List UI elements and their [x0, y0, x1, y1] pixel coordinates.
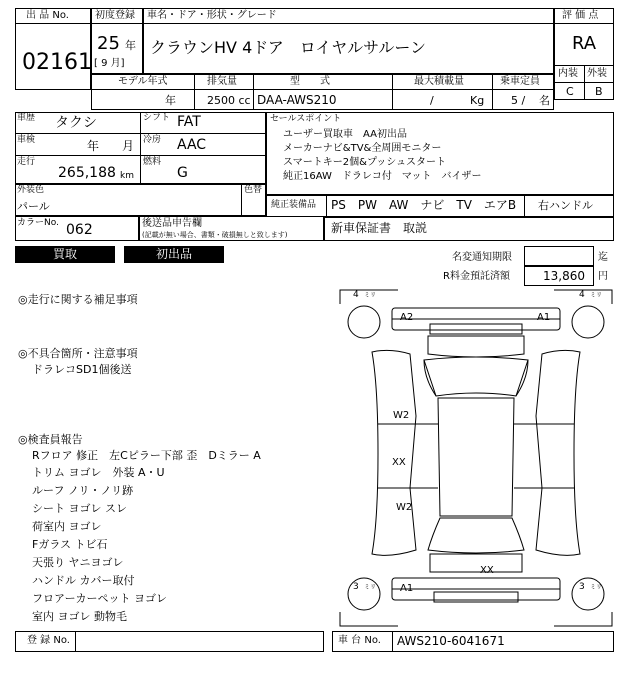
tire-rear-right-unit: ミリ	[590, 584, 603, 591]
recycle-unit: 円	[598, 271, 608, 282]
capacity-label: 乗車定員	[500, 76, 540, 87]
reg-no-label: 登 録 No.	[27, 635, 70, 646]
interior-grade: C	[566, 85, 574, 98]
inspection-year: 年	[87, 139, 100, 153]
displacement-label: 排気量	[207, 76, 237, 87]
car-damage-diagram	[338, 288, 614, 628]
model-label: 車名・ドア・形状・グレード	[147, 10, 277, 21]
mark-a1-rear-bumper: A1	[400, 583, 414, 594]
max-load-label: 最大積載量	[414, 76, 464, 87]
warranty-value: 新車保証書 取説	[331, 221, 428, 235]
model-year-label: モデル年式	[118, 76, 168, 87]
capacity-unit: 名	[539, 94, 550, 107]
steering-value: 右ハンドル	[538, 199, 593, 212]
year-unit: 年	[125, 39, 136, 52]
mileage-label: 走行	[17, 157, 36, 167]
shift-label: シフト	[143, 113, 171, 123]
name-change-box	[524, 246, 594, 266]
inspector-line-3: ルーフ ノリ・ノリ跡	[32, 484, 134, 497]
type-label: 型 式	[290, 76, 330, 87]
buy-badge: 買取	[15, 246, 115, 263]
inspection-label: 車検	[17, 135, 36, 145]
inspector-line-6: Fガラス トビ石	[32, 538, 108, 551]
equipment-label: 純正装備品	[271, 200, 317, 210]
equipment-value: PS PW AW ナビ TV エアB	[331, 198, 517, 212]
tire-front-left: 4	[353, 290, 359, 300]
defect-line-1: ドラレコSD1個後送	[32, 363, 132, 376]
lot-number: 02161	[22, 50, 92, 75]
chassis-label: 車 台 No.	[338, 635, 381, 646]
tire-rear-left: 3	[353, 582, 359, 592]
first-reg-label: 初度登録	[95, 10, 135, 21]
tire-front-right-unit: ミリ	[590, 292, 603, 299]
name-change-unit: 迄	[598, 252, 608, 263]
inspector-line-2: トリム ヨゴレ 外装 A・U	[32, 466, 165, 479]
shift-value: FAT	[177, 114, 201, 130]
tire-front-right: 4	[579, 290, 585, 300]
mark-xx-rear-bumper: XX	[480, 565, 494, 576]
mark-xx-side: XX	[392, 457, 406, 468]
exterior-grade: B	[595, 85, 603, 98]
aircon-value: AAC	[177, 137, 207, 153]
score-value: RA	[572, 33, 597, 54]
inspector-line-4: シート ヨゴレ スレ	[32, 502, 127, 515]
mark-w2-rear-door: W2	[396, 502, 413, 513]
inspector-line-5: 荷室内 ヨゴレ	[32, 520, 102, 533]
color-no-label: カラーNo.	[17, 218, 59, 228]
reg-month: [ 9 月]	[94, 58, 125, 69]
inspector-line-10: 室内 ヨゴレ 動物毛	[32, 610, 127, 623]
reg-year: 25	[97, 33, 120, 54]
fuel-label: 燃料	[143, 157, 162, 167]
mark-w2-front-door: W2	[393, 410, 410, 421]
inspector-line-9: フロアーカーペット ヨゴレ	[32, 592, 167, 605]
post-doc-label: 後送品申告欄	[142, 218, 202, 229]
car-name: クラウンHV 4ドア ロイヤルサルーン	[150, 38, 427, 57]
inspector-line-7: 天張り ヤニヨゴレ	[32, 556, 124, 569]
score-label: 評 価 点	[562, 10, 599, 21]
history-label: 車歴	[17, 113, 36, 123]
displacement-value: 2500 cc	[207, 94, 251, 107]
mark-a1-front-bumper: A1	[537, 312, 551, 323]
first-listing-badge: 初出品	[124, 246, 224, 263]
color-no-value: 062	[66, 222, 93, 238]
driving-remarks-header: ◎走行に関する補足事項	[18, 293, 138, 306]
color-change-label: 色替	[244, 185, 263, 195]
recycle-value: 13,860	[543, 269, 585, 283]
post-doc-note: (記載が無い場合、書類・破損無しと致します)	[142, 231, 288, 239]
model-year-value: 年	[165, 94, 176, 107]
type-value: DAA-AWS210	[257, 93, 337, 107]
sales-point-1: ユーザー買取車 AA初出品	[283, 129, 407, 140]
max-load-value: /	[430, 94, 434, 107]
recycle-label: R料金預託済額	[443, 271, 510, 282]
fuel-value: G	[177, 165, 188, 181]
sales-point-2: メーカーナビ&TV&全周囲モニター	[283, 143, 442, 154]
max-load-unit: Kg	[470, 94, 485, 107]
inspection-month: 月	[122, 139, 135, 153]
aircon-label: 冷房	[143, 135, 162, 145]
sales-point-4: 純正16AW ドラレコ付 マット バイザー	[283, 171, 482, 182]
inspector-line-1: Rフロア 修正 左Cピラー下部 歪 Dミラー A	[32, 449, 261, 462]
exterior-label: 外装	[587, 68, 607, 79]
tire-rear-left-unit: ミリ	[364, 584, 377, 591]
mark-a2-front-bumper: A2	[400, 312, 414, 323]
exterior-color-value: パール	[17, 200, 50, 213]
sales-points-label: セールスポイント	[270, 114, 342, 124]
mileage-value: 265,188	[58, 165, 116, 181]
mileage-unit: km	[120, 171, 134, 181]
tire-rear-right: 3	[579, 582, 585, 592]
inspector-report-header: ◎検査員報告	[18, 433, 83, 446]
color-box	[15, 184, 266, 216]
interior-label: 内装	[558, 68, 578, 79]
inspector-line-8: ハンドル カバー取付	[32, 574, 135, 587]
chassis-value: AWS210-6041671	[397, 634, 505, 648]
lot-label: 出 品 No.	[26, 10, 69, 21]
name-change-label: 名変通知期限	[452, 252, 512, 263]
exterior-color-label: 外装色	[17, 185, 45, 195]
tire-front-left-unit: ミリ	[364, 292, 377, 299]
defect-remarks-header: ◎不具合箇所・注意事項	[18, 347, 138, 360]
capacity-value: 5 /	[511, 94, 526, 107]
sales-point-3: スマートキー2個&プッシュスタート	[283, 157, 447, 168]
history-value: タクシ	[55, 115, 97, 131]
